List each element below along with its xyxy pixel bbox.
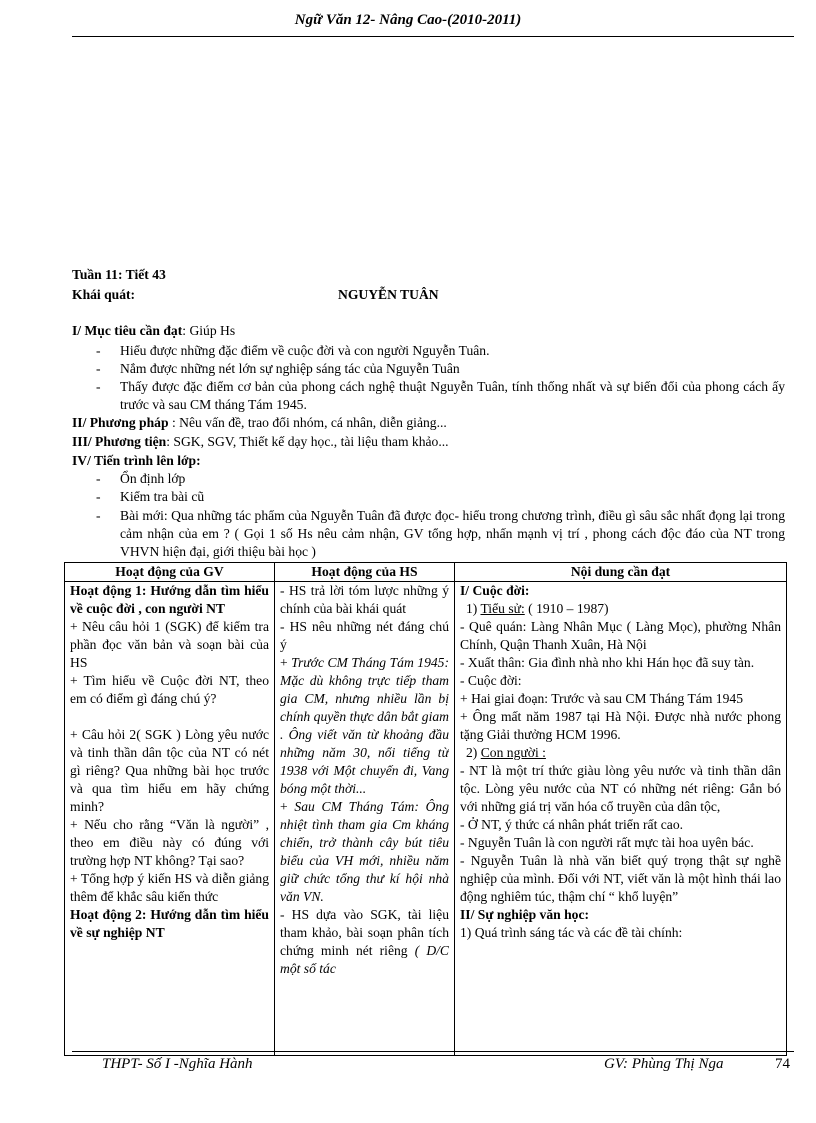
means-label: III/ Phương tiện — [72, 434, 167, 449]
methods-label: II/ Phương pháp — [72, 415, 169, 430]
means-line — [72, 433, 449, 451]
content-line: - Xuất thân: Gia đình nhà nho khi Hán học đã suy tàn. — [460, 655, 755, 670]
section-2-title: II/ Sự nghiệp văn học: — [460, 907, 590, 922]
student-activity-cell — [275, 582, 455, 1056]
header-student-activity: Hoạt động của HS — [275, 563, 455, 582]
header-teacher-activity: Hoạt động của GV — [65, 563, 275, 582]
bullet-dash: - — [96, 361, 101, 376]
biography-heading — [460, 600, 781, 618]
student-step-before-cm — [280, 654, 449, 798]
footer-divider — [72, 1051, 794, 1052]
content-line: - NT là một trí thức giàu lòng yêu nước và tinh thần dân tộc. Lòng yêu nước của NT có những nét riêng: Gắn bó với những giá trị văn hóa cổ truyền của dân tộc, — [460, 763, 781, 814]
teacher-step: + Tổng hợp ý kiến HS và diễn giảng thêm để khắc sâu kiến thức — [70, 871, 269, 904]
biography-number: 1) — [466, 601, 481, 616]
objectives-heading — [72, 322, 235, 340]
bullet-dash: - — [96, 379, 101, 394]
objective-item: Thấy được đặc điểm cơ bản của phong cách nghệ thuật Nguyễn Tuân, tính thống nhất và sự biến đổi của phong cách ấy trước và sau CM tháng Tám 1945. — [120, 379, 785, 412]
section-1-title: I/ Cuộc đời: — [460, 583, 530, 598]
content-line: - Nguyễn Tuân là nhà văn biết quý trọng thật sự nghề nghiệp của mình. Đối với NT, viết văn là một hình thái lao động nghiêm túc, thậm chí “ khổ luyện” — [460, 853, 781, 904]
objectives-label: I/ Mục tiêu cần đạt — [72, 323, 183, 338]
means-text: : SGK, SGV, Thiết kế dạy học., tài liệu tham khảo... — [166, 434, 449, 449]
footer-teacher: GV: Phùng Thị Nga — [604, 1056, 724, 1072]
content-line: 1) Quá trình sáng tác và các đề tài chính: — [460, 925, 683, 940]
spacer — [70, 708, 269, 726]
content-line: - Nguyễn Tuân là con người rất mực tài hoa uyên bác. — [460, 835, 754, 850]
teacher-step: + Tìm hiểu về Cuộc đời NT, theo em có điểm gì đáng chú ý? — [70, 673, 269, 706]
objective-item: Hiểu được những đặc điểm về cuộc đời và con người Nguyễn Tuân. — [120, 343, 490, 358]
content-line: + Hai giai đoạn: Trước và sau CM Tháng Tám 1945 — [460, 691, 743, 706]
student-step: - HS trả lời tóm lược những ý chính của bài khái quát — [280, 583, 449, 616]
objective-item: Nắm được những nét lớn sự nghiệp sáng tác của Nguyễn Tuân — [120, 361, 460, 376]
after-cm-text: Sau CM Tháng Tám: Ông nhiệt tình tham gia Cm kháng chiến, trở thành cây bút tiêu biểu của VH mới, nhiều năm giữ chức tổng thư kí hội nhà văn VN. — [280, 799, 449, 904]
content-cell — [455, 582, 787, 1056]
overview-label: Khái quát: — [72, 287, 136, 302]
bullet-dash: - — [96, 489, 101, 504]
teacher-step: + Nếu cho rằng “Văn là người” , theo em điều này có đúng với trường hợp NT không? Tại sao? — [70, 817, 269, 868]
activity-2-title: Hoạt động 2: Hướng dẫn tìm hiểu về sự nghiệp NT — [70, 907, 269, 940]
student-step — [280, 906, 449, 978]
process-label: IV/ Tiến trình lên lớp: — [72, 453, 201, 468]
student-step-italic: ( D/C một số tác — [280, 943, 449, 976]
week-line: Tuần 11: Tiết 43 — [72, 267, 166, 282]
bullet-dash: - — [96, 508, 101, 523]
plus-sign: + — [280, 799, 295, 814]
teacher-activity-cell — [65, 582, 275, 1056]
objectives-suffix: : Giúp Hs — [182, 323, 236, 338]
header-divider — [72, 36, 794, 37]
before-cm-text: Trước CM Tháng Tám 1945: Mặc dù không trực tiếp tham gia CM, nhưng nhiều lần bị chính quyền thực dân bắt giam . Ông viết văn từ khoảng đầu những năm 30, nổi tiếng từ 1938 với Một chuyến đi, Vang bóng một thời... — [280, 655, 449, 796]
biography-years: ( 1910 – 1987) — [524, 601, 609, 616]
teacher-step: + Câu hỏi 2( SGK ) Lòng yêu nước và tinh thần dân tộc của NT có nét gì riêng? Qua những bài học trước và qua tìm hiểu em hãy chứng minh? — [70, 727, 269, 814]
person-heading — [460, 744, 781, 762]
biography-label: Tiểu sử: — [480, 601, 525, 616]
bullet-dash: - — [96, 471, 101, 486]
process-item: Bài mới: Qua những tác phẩm của Nguyễn Tuân đã được đọc- hiểu trong chương trình, điều gì sâu sắc nhất đọng lại trong cảm nhận của em ? ( Gọi 1 số Hs nêu cảm nhận, GV tổng hợp, nhấn mạnh vị trí , phong cách độc đáo của NT trong VHVN hiện đại, giới thiệu bài học ) — [120, 508, 785, 559]
teacher-step: + Nêu câu hỏi 1 (SGK) để kiểm tra phần đọc văn bản và soạn bài của HS — [70, 619, 269, 670]
person-label: Con người : — [480, 745, 546, 760]
footer-school: THPT- Số I -Nghĩa Hành — [102, 1056, 253, 1072]
bullet-dash: - — [96, 343, 101, 358]
page-number: 74 — [775, 1056, 790, 1072]
methods-text: : Nêu vấn đề, trao đổi nhóm, cá nhân, diễn giảng... — [168, 415, 447, 430]
content-line: + Ông mất năm 1987 tại Hà Nội. Được nhà nước phong tặng Giải thưởng HCM 1996. — [460, 709, 781, 742]
header-content: Nội dung cần đạt — [455, 563, 787, 582]
person-number: 2) — [466, 745, 481, 760]
plus-sign: + — [280, 655, 292, 670]
methods-line — [72, 414, 447, 432]
content-line: - Cuộc đời: — [460, 673, 522, 688]
lesson-title: NGUYỄN TUÂN — [338, 287, 439, 302]
activity-1-title: Hoạt động 1: Hướng dẫn tìm hiểu về cuộc đời , con người NT — [70, 583, 269, 616]
table-header-row — [65, 563, 787, 582]
header-title: Ngữ Văn 12- Nâng Cao-(2010-2011) — [294, 12, 522, 28]
lesson-table — [64, 562, 787, 1056]
content-line: - Ở NT, ý thức cá nhân phát triển rất cao. — [460, 817, 684, 832]
table-row — [65, 582, 787, 1056]
student-step-text: - HS dựa vào SGK, tài liệu tham khảo, bài soạn phân tích chứng minh nét riêng — [280, 907, 449, 958]
process-item: Ổn định lớp — [120, 471, 186, 486]
process-item: Kiểm tra bài cũ — [120, 489, 205, 504]
student-step: - HS nêu những nét đáng chú ý — [280, 619, 449, 652]
student-step-after-cm — [280, 798, 449, 906]
content-line: - Quê quán: Làng Nhân Mục ( Làng Mọc), phường Nhân Chính, Quận Thanh Xuân, Hà Nội — [460, 619, 781, 652]
